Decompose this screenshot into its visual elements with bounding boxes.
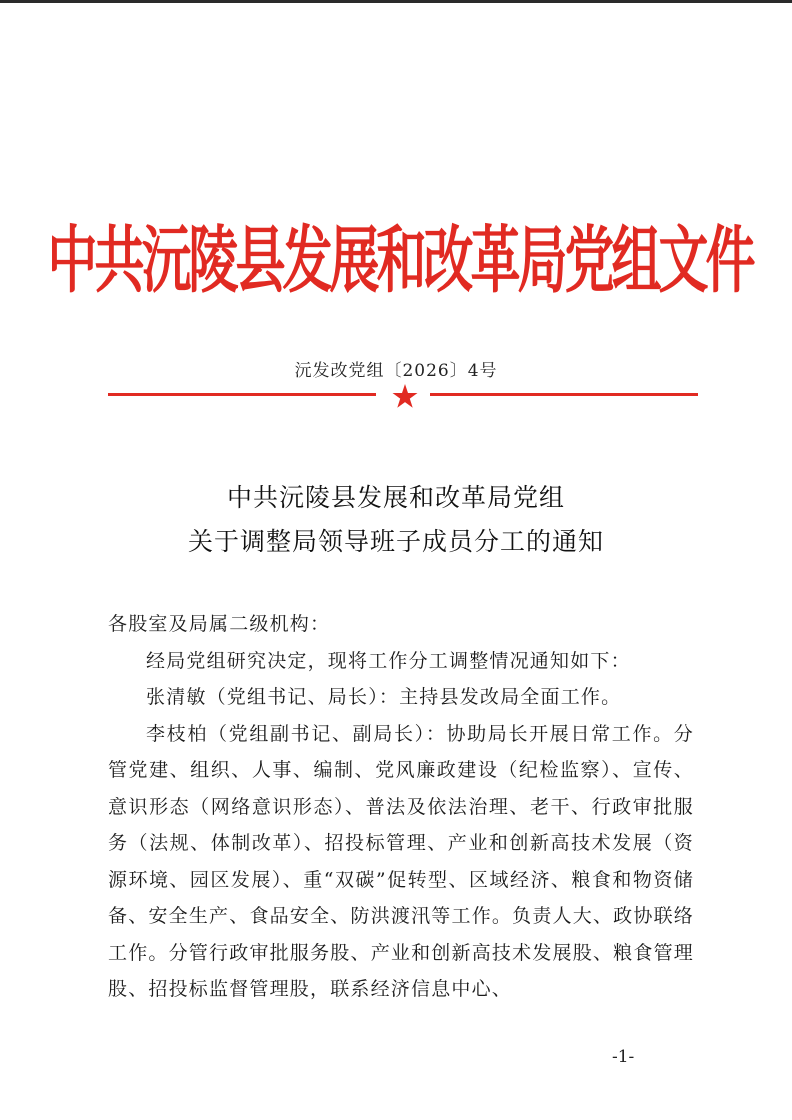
scan-top-edge bbox=[0, 0, 792, 3]
assignment-paragraph-2: 李枝柏（党组副书记、副局长）：协助局长开展日常工作。分管党建、组织、人事、编制、党风廉政建设（纪检监察）、宣传、意识形态（网络意识形态）、普法及依法治理、老干、行政审批服务（法规、体制改革）、招投标管理、产业和创新高技术发展（资源环境、园区发展）、重“双碳”促转型、区域经济、粮食和物资储备、安全生产、食品安全、防洪渡汛等工作。负责人大、政协联络工作。分管行政审批服务股、产业和创新高技术发展股、粮食管理股、招投标监督管理股，联系经济信息中心、 bbox=[108, 722, 694, 1000]
divider-line-right bbox=[430, 393, 698, 396]
notice-title-line-1: 中共沅陵县发展和改革局党组 bbox=[226, 483, 565, 512]
salutation: 各股室及局属二级机构： bbox=[108, 613, 331, 635]
notice-body bbox=[108, 606, 694, 1008]
red-divider bbox=[108, 385, 698, 409]
document-masthead: 中共沅陵县发展和改革局党组文件 bbox=[47, 218, 753, 303]
assignment-paragraph-1: 张清敏（党组书记、局长）：主持县发改局全面工作。 bbox=[146, 686, 622, 708]
intro-paragraph: 经局党组研究决定，现将工作分工调整情况通知如下： bbox=[146, 649, 631, 672]
notice-title-line-2: 关于调整局领导班子成员分工的通知 bbox=[187, 527, 604, 556]
page-number: -1- bbox=[612, 1047, 635, 1067]
red-star-icon bbox=[392, 383, 418, 409]
divider-line-left bbox=[108, 393, 376, 396]
document-number: 沅发改党组〔2026〕4号 bbox=[294, 361, 498, 381]
